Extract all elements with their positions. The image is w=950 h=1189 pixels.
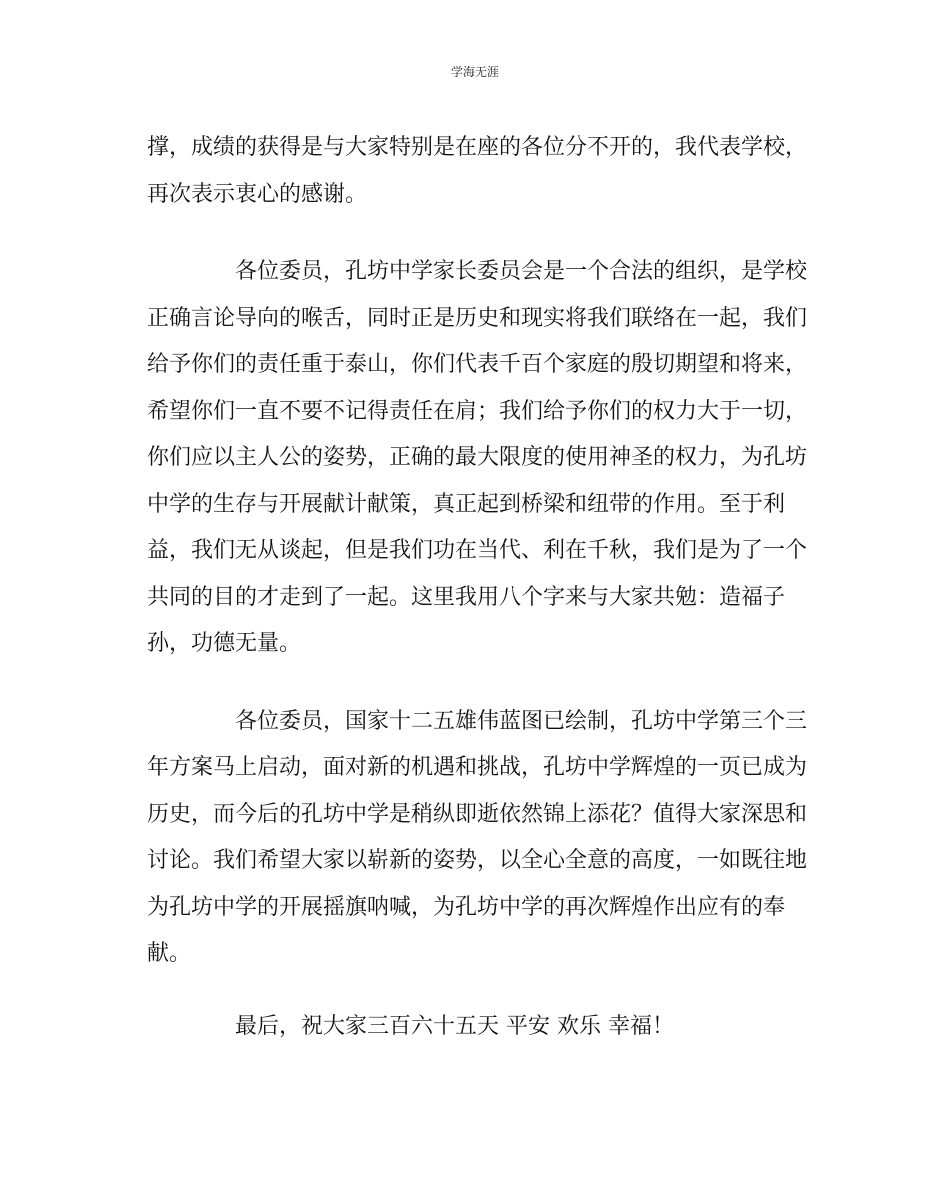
text-line: 撑，成绩的获得是与大家特别是在座的各位分不开的，我代表学校， [147,135,808,160]
paragraph-1 [147,125,807,218]
text-line: 共同的目的才走到了一起。这里我用八个字来与大家共勉：造福子 [147,584,786,610]
text-line: 中学的生存与开展献计献策，真正起到桥梁和纽带的作用。至于利 [147,491,786,517]
text-line: 正确言论导向的喉舌，同时正是历史和现实将我们联络在一起，我们 [147,305,808,331]
text-line: 年方案马上启动，面对新的机遇和挑战，孔坊中学辉煌的一页已成为 [147,755,808,780]
text-line: 再次表示衷心的感谢。 [147,181,368,207]
text-line: 你们应以主人公的姿势，正确的最大限度的使用神圣的权力，为孔坊 [147,445,808,470]
text-line: 孙，功德无量。 [147,631,302,656]
document-body [147,125,807,1050]
text-line: 益，我们无从谈起，但是我们功在当代、利在千秋，我们是为了一个 [147,538,808,563]
text-line: 希望你们一直不要不记得责任在肩；我们给予你们的权力大于一切， [147,398,808,424]
text-line: 讨论。我们希望大家以崭新的姿势，以全心全意的高度，一如既往地 [147,848,808,873]
page-header: 学海无涯 [450,65,499,79]
paragraph-2 [147,249,807,668]
text-line: 各位委员，国家十二五雄伟蓝图已绘制，孔坊中学第三个三 [235,708,808,734]
text-line: 给予你们的责任重于泰山，你们代表千百个家庭的殷切期望和将来， [147,352,808,377]
text-line: 最后，祝大家三百六十五天 平安 欢乐 幸福！ [235,1013,674,1039]
paragraph-4 [147,1004,807,1051]
text-line: 各位委员，孔坊中学家长委员会是一个合法的组织，是学校 [235,259,808,284]
text-line: 献。 [147,941,192,966]
paragraph-3 [147,699,807,978]
text-line: 历史，而今后的孔坊中学是稍纵即逝依然锦上添花？值得大家深思和 [147,801,808,827]
text-line: 为孔坊中学的开展摇旗呐喊，为孔坊中学的再次辉煌作出应有的奉 [147,894,786,920]
